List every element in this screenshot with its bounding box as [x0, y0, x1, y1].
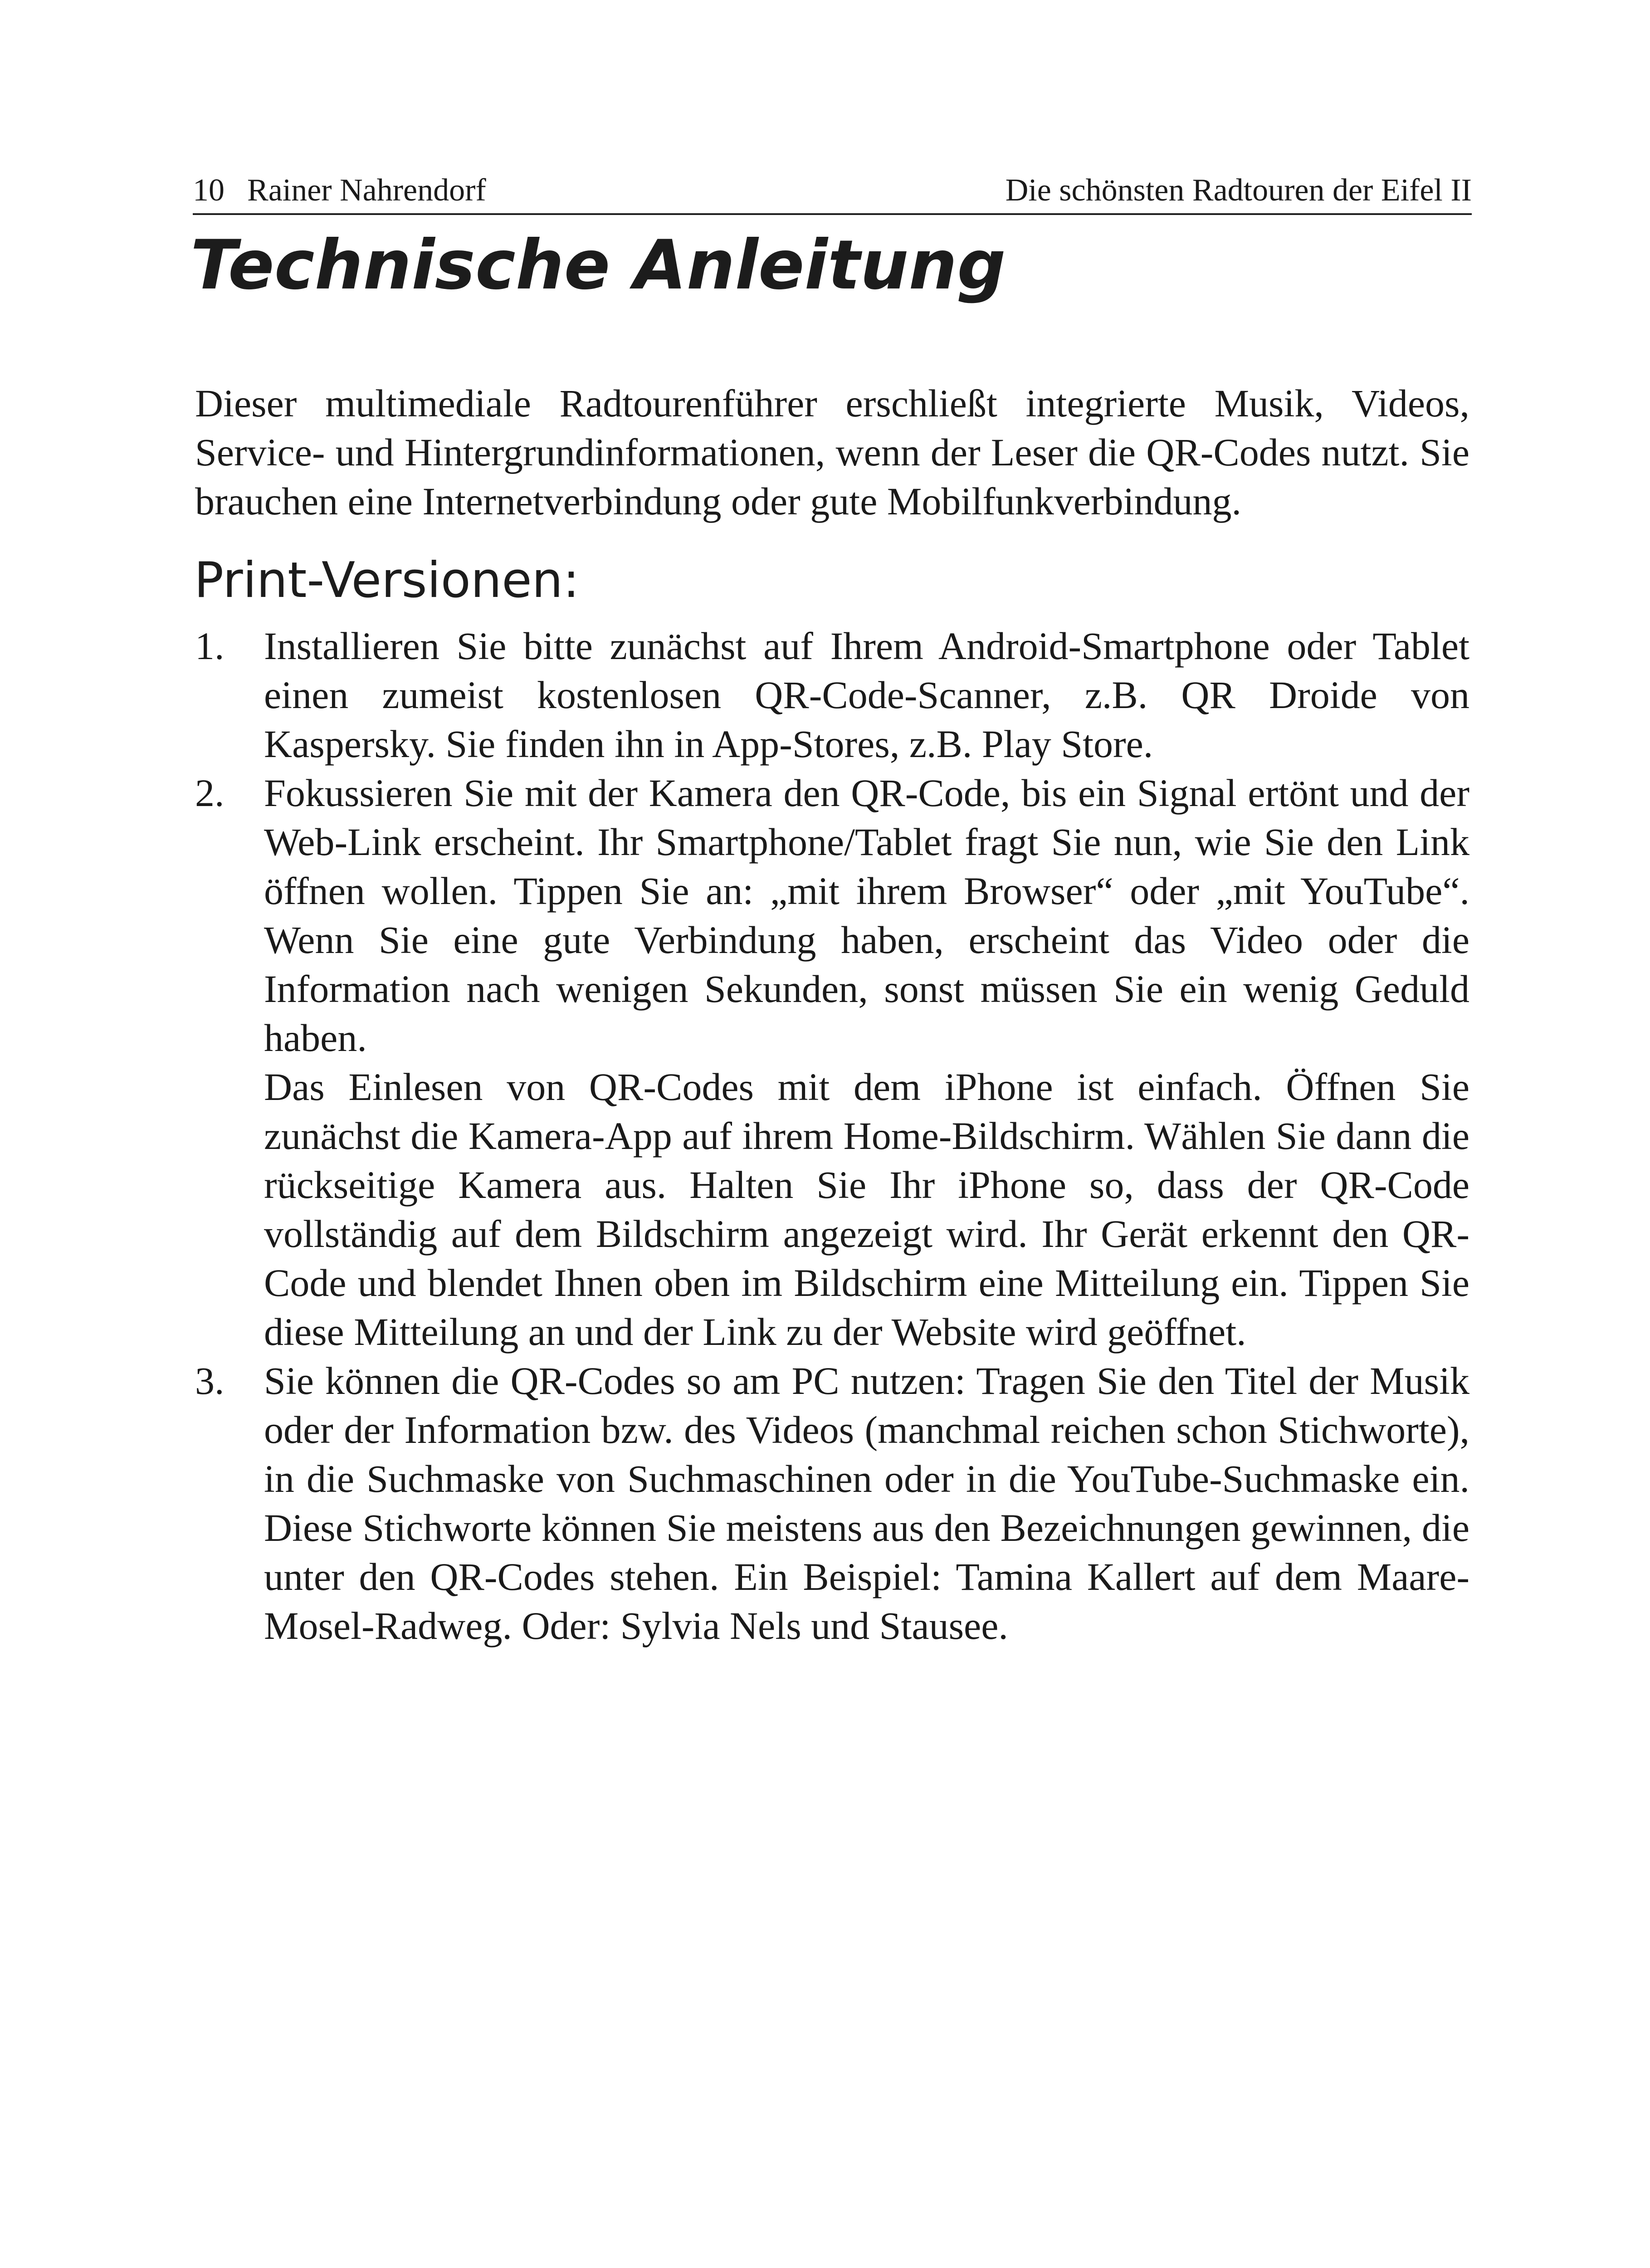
step-number: 3.: [195, 1359, 225, 1403]
instruction-step-2: [195, 768, 1469, 1356]
header-left: [193, 168, 486, 213]
chapter-title: Technische Anleitung: [190, 226, 1006, 305]
running-header: [193, 168, 1472, 215]
page-number: 10: [193, 173, 225, 208]
step-text: Sie können die QR-Codes so am PC nutzen: Tragen Sie den Titel der Musik oder der Information bzw. des Videos (manchmal reichen schon Stichworte), in die Suchmaske von Suchmaschinen oder in die YouTube-Suchmaske ein. Diese Stichworte können Sie meistens aus den Bezeichnungen gewinnen, die unter den QR-Codes stehen. Ein Beispiel: Tamina Kallert auf dem Maare-Mosel-Radweg. Oder: Sylvia Nels und Stausee.: [264, 1359, 1469, 1647]
book-title: Die schönsten Radtouren der Eifel II: [1005, 173, 1472, 208]
step-text: Installieren Sie bitte zunächst auf Ihrem Android-Smartphone oder Tablet einen zumeist kostenlosen QR-Code-Scanner, z.B. QR Droide von Kaspersky. Sie finden ihn in App-Stores, z.B. Play Store.: [264, 624, 1469, 766]
instruction-step-3: [195, 1356, 1469, 1650]
step-text: Fokussieren Sie mit der Kamera den QR-Code, bis ein Signal ertönt und der Web-Link erscheint. Ihr Smartphone/Tablet fragt Sie nun, wie Sie den Link öffnen wollen. Tippen Sie an: „mit ihrem Browser“ oder „mit YouTube“. Wenn Sie eine gute Verbindung haben, erscheint das Video oder die Information nach wenigen Sekunden, sonst müssen Sie ein wenig Geduld haben.: [264, 771, 1469, 1060]
instruction-list: [195, 621, 1469, 1650]
instruction-step-1: [195, 621, 1469, 768]
section-title: Print-Versionen:: [194, 552, 580, 609]
step-text-iphone: Das Einlesen von QR-Codes mit dem iPhone ist einfach. Öffnen Sie zunächst die Kamera-App auf ihrem Home-Bildschirm. Wählen Sie dann die rückseitige Kamera aus. Halten Sie Ihr iPhone so, dass der QR-Code vollständig auf dem Bildschirm angezeigt wird. Ihr Gerät erkennt den QR-Code und blendet Ihnen oben im Bildschirm eine Mitteilung ein. Tippen Sie diese Mitteilung an und der Link zu der Website wird geöffnet.: [264, 1065, 1469, 1354]
intro-paragraph: Dieser multimediale Radtourenführer erschließt integrierte Musik, Videos, Service- und Hintergrundinformationen, wenn der Leser die QR-Codes nutzt. Sie brauchen eine Internetverbindung oder gute Mobilfunkverbindung.: [195, 381, 1469, 523]
author-name: Rainer Nahrendorf: [247, 173, 486, 208]
step-number: 2.: [195, 771, 225, 815]
step-number: 1.: [195, 624, 225, 668]
